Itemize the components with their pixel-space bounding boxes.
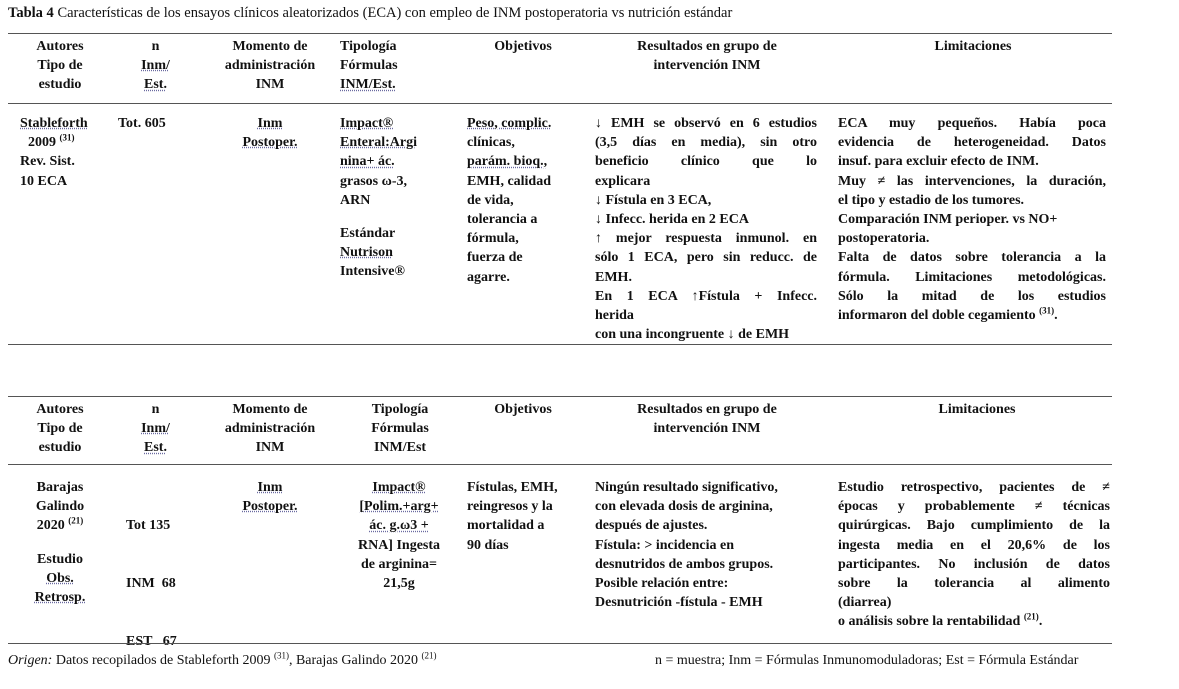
cell-n: Tot. 605 — [118, 116, 166, 131]
cell-tipologia-line: de arginina= — [360, 556, 438, 572]
cell-limitaciones-line: participantes. No inclusión de datos — [838, 556, 1110, 572]
header-n-line: n — [151, 39, 160, 54]
cell-tipologia-line: nina+ ác. — [340, 154, 395, 170]
cell-limitaciones-text: . — [1038, 614, 1043, 630]
header-autores-line: Tipo de — [37, 58, 83, 74]
table1-top-rule — [8, 33, 1112, 34]
cell-limitaciones-text: . — [1054, 308, 1058, 324]
cell-objetivos-line: clínicas, — [467, 135, 515, 151]
header-autores-line: Autores — [36, 39, 84, 54]
header-n — [118, 37, 193, 95]
cell-n-line: Tot 135 — [126, 518, 171, 534]
table2-top-rule — [8, 396, 1112, 397]
reference-sup: (21) — [421, 650, 437, 661]
cell-resultados-line: sólo 1 ECA, pero sin reducc. de — [595, 250, 817, 266]
cell-autores-line: Barajas — [36, 480, 84, 495]
cell-limitaciones-line: sobre la tolerancia al alimento — [838, 576, 1110, 592]
header-momento-line: administración — [224, 421, 316, 437]
cell-resultados-line: herida — [595, 308, 634, 324]
cell-resultados-line: desnutridos de ambos grupos. — [595, 556, 774, 572]
cell-autores — [16, 478, 104, 607]
cell-tipologia — [340, 478, 458, 593]
reference-sup: (31) — [273, 650, 289, 661]
cell-objetivos-line: 90 días — [467, 537, 509, 553]
header-tipologia-line: Fórmulas — [371, 421, 429, 437]
footer-origen — [8, 650, 437, 669]
cell-momento — [210, 478, 330, 516]
cell-autores-year: 2009 — [28, 135, 56, 151]
header-limitaciones — [842, 400, 1112, 419]
cell-resultados — [595, 114, 817, 344]
cell-objetivos-line: fórmula, — [467, 231, 519, 247]
header-n — [118, 400, 193, 458]
header-resultados — [596, 37, 818, 75]
cell-limitaciones-text: informaron del doble cegamiento — [838, 308, 1036, 324]
cell-autores — [12, 114, 106, 191]
cell-autores-year: 2020 — [36, 518, 65, 534]
cell-autores-line: Obs. — [46, 570, 74, 586]
cell-objetivos-line: fuerza de — [467, 250, 523, 266]
cell-limitaciones-line: épocas y probablemente ≠ técnicas — [838, 499, 1110, 515]
header-tipologia-line: INM/Est. — [340, 77, 396, 93]
table1-header-rule — [8, 103, 1112, 104]
header-autores-line: Autores — [36, 402, 84, 417]
header-limitaciones-line: Limitaciones — [934, 39, 1012, 54]
cell-n-line: EST 67 — [126, 633, 177, 649]
cell-tipologia-line: ARN — [340, 192, 371, 208]
cell-resultados-line: con elevada dosis de arginina, — [595, 499, 773, 515]
cell-autores-line: Estudio — [37, 551, 83, 567]
cell-objetivos-line: reingresos y la — [467, 499, 553, 515]
cell-limitaciones-line: postoperatoria. — [838, 231, 930, 247]
cell-limitaciones-line: (diarrea) — [838, 595, 892, 611]
header-tipologia — [340, 37, 450, 95]
header-momento-line: Momento de — [232, 402, 308, 417]
cell-resultados-line: ↓ EMH se observó en 6 estudios — [595, 116, 817, 131]
cell-momento-line: Inm — [257, 480, 283, 495]
table2-bottom-rule — [8, 643, 1112, 644]
cell-limitaciones-line: Comparación INM perioper. vs NO+ — [838, 212, 1058, 228]
cell-tipologia-line: RNA] Ingesta — [357, 537, 441, 553]
cell-momento — [210, 114, 330, 152]
cell-autores-line: Stableforth — [20, 116, 88, 131]
cell-resultados-line: Ningún resultado significativo, — [595, 480, 778, 495]
cell-resultados-line: con una incongruente ↓ de EMH — [595, 327, 790, 343]
cell-limitaciones-line: Estudio retrospectivo, pacientes de ≠ — [838, 480, 1110, 495]
cell-tipologia — [340, 114, 452, 282]
header-objetivos — [463, 400, 583, 419]
cell-tipologia-line: Estándar — [340, 226, 396, 242]
cell-tipologia-line: ác. g.ω3 + — [369, 518, 429, 534]
header-autores — [16, 400, 104, 458]
cell-limitaciones-line: el tipo y estadio de los tumores. — [838, 192, 1025, 208]
table2-header-row — [8, 400, 1112, 460]
cell-objetivos-line: Fístulas, EMH, — [467, 480, 558, 495]
header-resultados-line: Resultados en grupo de — [637, 402, 777, 417]
cell-tipologia-line: Nutrison — [340, 245, 393, 261]
cell-limitaciones-line: insuf. para excluir efecto de INM. — [838, 154, 1039, 170]
cell-resultados-line: Desnutrición -fístula - EMH — [595, 595, 763, 611]
header-tipologia-line: Tipología — [371, 402, 429, 417]
reference-sup: (31) — [59, 132, 75, 143]
cell-resultados-line: Fístula: > incidencia en — [595, 537, 735, 553]
table1-row-stableforth — [8, 114, 1112, 342]
cell-tipologia-line: Impact® — [340, 116, 394, 131]
table1-header-row — [8, 37, 1112, 97]
cell-limitaciones-line: Muy ≠ las intervenciones, la duración, — [838, 173, 1106, 189]
cell-resultados-line: ↓ Fístula en 3 ECA, — [595, 192, 712, 208]
header-momento-line: Momento de — [232, 39, 308, 54]
cell-momento-line: Postoper. — [242, 135, 298, 151]
reference-sup: (31) — [1039, 305, 1055, 316]
header-tipologia — [350, 400, 450, 458]
header-n-line: Inm/ — [141, 421, 170, 437]
cell-limitaciones-line: quirúrgicas. Bajo cumplimiento de la — [838, 518, 1110, 534]
cell-momento-line: Inm — [257, 116, 283, 131]
header-resultados-line: intervención INM — [653, 421, 761, 437]
header-tipologia-line: Tipología — [340, 39, 397, 54]
cell-objetivos-line: parám. bioq., — [467, 154, 548, 170]
cell-autores-line: 10 ECA — [20, 173, 68, 189]
header-objetivos-line: Objetivos — [494, 402, 552, 417]
cell-limitaciones-text: o análisis sobre la rentabilidad — [838, 614, 1021, 630]
cell-n-line: INM 68 — [126, 576, 176, 592]
header-limitaciones-line: Limitaciones — [938, 402, 1016, 417]
cell-resultados-line: explicara — [595, 173, 651, 189]
header-resultados — [596, 400, 818, 438]
cell-resultados-line: (3,5 días en media), sin otro — [595, 135, 817, 151]
cell-limitaciones-line: fórmula. Limitaciones metodológicas. — [838, 269, 1106, 285]
cell-limitaciones — [838, 114, 1106, 325]
cell-objetivos-line: Peso, complic. — [467, 116, 552, 131]
cell-limitaciones-line: Falta de datos sobre tolerancia a la — [838, 250, 1106, 266]
cell-resultados-line: ↑ mejor respuesta inmunol. en — [595, 231, 817, 247]
cell-objetivos-line: EMH, calidad — [467, 173, 552, 189]
cell-resultados — [595, 478, 820, 612]
reference-sup: (21) — [68, 515, 84, 526]
header-n-line: Est. — [144, 440, 167, 456]
cell-limitaciones-line: evidencia de heterogeneidad. Datos — [838, 135, 1106, 151]
footer-origen-text: Datos recopilados de Stableforth 2009 — [52, 653, 271, 668]
header-autores-line: Tipo de — [37, 421, 83, 437]
header-autores — [16, 37, 104, 95]
cell-autores-line: Rev. Sist. — [20, 154, 75, 170]
footer-origen-text: , Barajas Galindo 2020 — [288, 653, 419, 668]
header-objetivos — [463, 37, 583, 56]
cell-limitaciones-line: ingesta media en el 20,6% de los — [838, 537, 1110, 553]
header-limitaciones — [838, 37, 1108, 56]
header-autores-line: estudio — [38, 440, 82, 456]
footer-origen-label: Origen: — [8, 653, 53, 668]
header-momento — [210, 400, 330, 458]
cell-objetivos-line: tolerancia a — [467, 212, 538, 228]
cell-limitaciones-line: Sólo la mitad de los estudios — [838, 288, 1106, 304]
cell-objetivos — [467, 114, 585, 287]
table1-bottom-rule — [8, 344, 1112, 345]
header-n-line: Est. — [144, 77, 167, 93]
cell-objetivos-line: agarre. — [467, 269, 510, 285]
cell-tipologia-line: Impact® — [372, 480, 426, 495]
footer-legend: n = muestra; Inm = Fórmulas Inmunomoduladoras; Est = Fórmula Estándar — [655, 653, 1079, 668]
table-caption-text: Características de los ensayos clínicos aleatorizados (ECA) con empleo de INM postoperatoria vs nutrición estándar — [53, 5, 733, 21]
header-tipologia-line: Fórmulas — [340, 58, 398, 74]
cell-resultados-line: beneficio clínico que lo — [595, 154, 817, 170]
cell-resultados-line: EMH. — [595, 269, 632, 285]
header-n-line: n — [151, 402, 160, 417]
cell-tipologia-line: 21,5g — [383, 576, 415, 592]
cell-autores-line: Galindo — [35, 499, 85, 515]
cell-limitaciones — [838, 478, 1110, 632]
reference-sup: (21) — [1023, 611, 1039, 622]
header-momento — [210, 37, 330, 95]
header-n-line: Inm/ — [141, 58, 170, 74]
header-autores-line: estudio — [38, 77, 82, 93]
cell-autores-line: Retrosp. — [34, 590, 86, 606]
cell-resultados-line: después de ajustes. — [595, 518, 708, 534]
header-resultados-line: Resultados en grupo de — [637, 39, 777, 54]
table-caption — [8, 5, 732, 22]
cell-resultados-line: Posible relación entre: — [595, 576, 729, 592]
table2-header-rule — [8, 464, 1112, 465]
header-objetivos-line: Objetivos — [494, 39, 552, 54]
cell-resultados-line: En 1 ECA ↑Fístula + Infecc. — [595, 288, 817, 304]
cell-tipologia-line: [Polim.+arg+ — [359, 499, 439, 515]
table2-row-barajas — [8, 478, 1112, 649]
header-resultados-line: intervención INM — [653, 58, 761, 74]
cell-objetivos-line: de vida, — [467, 192, 514, 208]
cell-objetivos — [467, 478, 591, 555]
table-caption-label: Tabla 4 — [8, 5, 54, 21]
cell-momento-line: Postoper. — [242, 499, 298, 515]
cell-tipologia-line: grasos ω-3, — [340, 173, 408, 189]
header-momento-line: administración — [224, 58, 316, 74]
cell-objetivos-line: mortalidad a — [467, 518, 545, 534]
cell-limitaciones-line: ECA muy pequeños. Había poca — [838, 116, 1106, 131]
header-tipologia-line: INM/Est — [373, 440, 427, 456]
cell-tipologia-line: Enteral:Argi — [340, 135, 417, 151]
header-momento-line: INM — [255, 440, 285, 456]
header-momento-line: INM — [255, 77, 285, 93]
cell-resultados-line: ↓ Infecc. herida en 2 ECA — [595, 212, 749, 228]
cell-tipologia-line: Intensive® — [340, 264, 405, 280]
